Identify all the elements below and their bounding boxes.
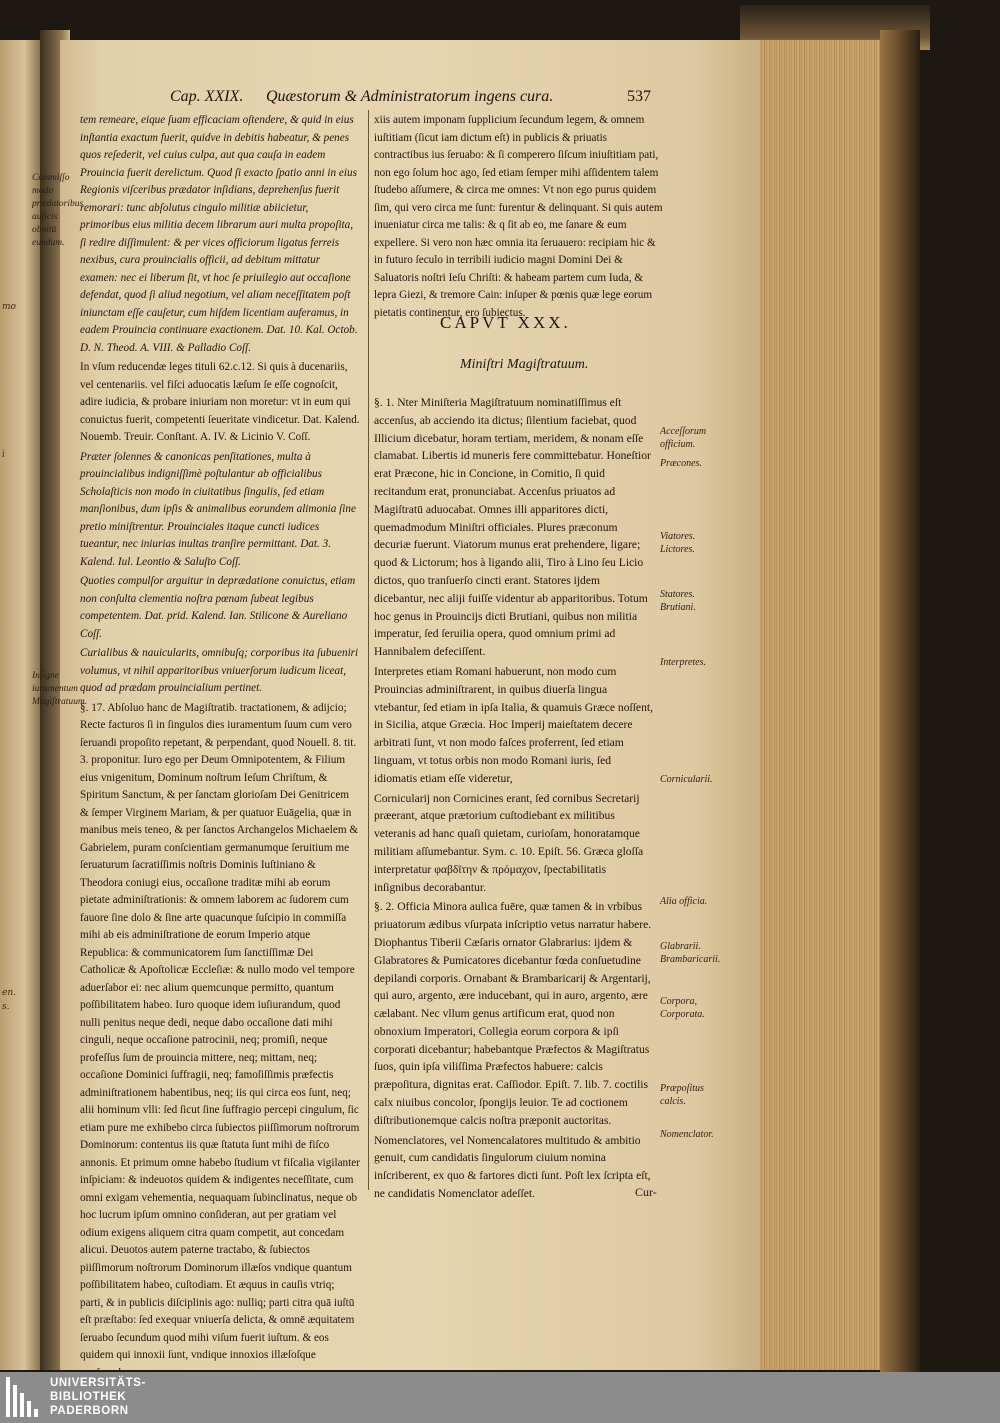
- left-paragraph: Curialibus & nauicularits, omnibuſq; corporibus ita ſubueniri volumus, vt nihil apparitoribus vniuerſorum iudicum liceat, quod ad prædam prouincialium pertinet.: [80, 647, 359, 694]
- margin-note: Alia officia.: [660, 896, 708, 907]
- margin-note: Statores. Brutiani.: [660, 589, 696, 613]
- page-number: 537: [627, 88, 651, 105]
- right-body: [374, 394, 654, 1205]
- library-footer: [0, 1372, 1000, 1423]
- left-page-fragment: mo: [2, 302, 16, 312]
- column-divider: [368, 110, 369, 1190]
- margin-note: Viatores. Lictores.: [660, 531, 696, 555]
- left-page-fragment: s.: [2, 1002, 10, 1012]
- chapter-label: Cap. XXIX.: [170, 88, 244, 105]
- header-title: Quæstorum & Administratorum ingens cura.: [266, 88, 554, 105]
- right-paragraph: Cornicularij non Cornicines erant, ſed cornibus Secretarij præerant, atque prætorium cuſtodiebant ex militibus veteranis ad hanc quaſi quietam, curioſam, honoratamque militiam aſſumebantur. Sym. c. 10. Epiſt. 56. Græca gloſſa interpretatur φαβδῖτην & πρόμαχον, ſpectabilitatis inſignibus decorabantur.: [374, 791, 644, 894]
- library-name-line: PADERBORN: [50, 1405, 129, 1417]
- library-name-line: BIBLIOTHEK: [50, 1391, 127, 1403]
- margin-note: Interpretes.: [660, 657, 707, 668]
- library-logo-icon: [6, 1377, 40, 1417]
- margin-note: Præcones.: [660, 458, 702, 469]
- left-page-fragment: i: [2, 450, 5, 460]
- library-name-line: UNIVERSITÄTS-: [50, 1377, 146, 1389]
- left-paragraph: §. 17. Abſoluo hanc de Magiſtratib. tractationem, & adijcio; Recte facturos ſi in ſingulos dies iuramentum ſuum cum vero ſeruandi propoſito repetant, & perpendant, quod Nouell. 8. tit. 3. proponitur. Iuro ego per Deum Omnipotentem, & Filium eius vnigenitum, Dominum noſtrum Ieſum Chriſtum, & Spiritum Sanctum, & per ſanctam glorioſam Dei Genitricem & ſemper Virginem Mariam, & per quatuor Euāgelia, quæ in manibus meis teneo, & per ſanctos Archangelos Michaelem & Gabrielem, puram conſcientiam germanumque ſeruitium me ſeruaturum ſacratiſſimis noſtris Dominis Iuſtiniano & Theodora coniugi eius, occaſione traditæ mihi ab eorum pietate adminiſtrationis: & omnem laborem ac ſudorem cum fauore ſine dolo & ſine arte quacunque ſuſcipio in commiſſa mihi ab eis adminiſtratione de eorum Imperio atque Republica: & communicatorem ſum ſanctiſſimæ Dei Catholicæ & Apoſtolicæ Eccleſiæ: & nullo modo vel tempore aduerſabor ei: nec alium quemcunque permitto, quantum poſſibilitatem habeo. Iuro quoque idem iuſiurandum, quod nulli penitus neque dedi, neque dabo occaſione dati mihi cinguli, neque occaſione patrocinii, neq; promiſi, neque profeſſus ſum de prouincia mittere, neq; mittam, neq; occaſione Dominici ſuffragii, neq; famoſiſſimis præfectis adminiſtrationem habentibus, neq; iis qui circa eos ſunt, neq; alii hominum vlli: ſed ſicut ſine ſuffragio percepi cingulum, ſic etiam pure me exhibebo circa ſubiectos piiſſimorum noſtrorum Dominorum: contentus iis quæ ſtatuta ſunt mihi de fiſco annonis. Et primum omne habebo ſtudium vt fiſcalia vigilanter inſpiciam: & indeuotos quidem & indigentes neceſſitate, cum omni exigam vehementia, nequaquam ſubinclinatus, neque ob hoc lucrum ipſum omnino conſideran, aut per gratiam vel odium exigens aliquem citra quam competit, aut concedam alicui. Deuotos autem paterne tractabo, & ſubiectos piiſſimorum noſtrorum Dominorum illæſos vndique quantum poſſibilitatem habeo, cuſtodiam. Et æquus in cauſis vtriq; parti, & in publicis diſciplinis ago: nulliq; parti citra quā iuſtū eſt præſtabo: ſed exequar vniuerſa delicta, & omnē æquitatem ſeruabo ſecundum quod mihi viſum fuerit iuſtum. & eos quidem qui innoxii ſunt, vndique innoxios illæſoſque: [80, 701, 360, 1361]
- margin-note: Glabrarii. Brambaricarii.: [660, 941, 721, 965]
- margin-note: Corpora, Corporata.: [660, 996, 705, 1020]
- right-paragraph: §. 1. Nter Miniſteria Magiſtratuum nominatiſſimus eſt accenſus, ab acciendo ita dictus; ſilentium faciebat, quod Illicium dicebatur, horam tertiam, meridem, & nonam eſſe clamabat. Libertis id muneris fere committebatur. Honeſtior erat Præcone, hic in Concione, in Comitio, ſi quid recitandum erat, pronunciabat. Accenſus priuatos ad Magiſtratū aduocabat. Omnes illi apparitores dicti, quemadmodum Miniſtri officiales. Plures præconum decuriæ fuerunt. Viatorum munus erat prehendere, ligare; quod & Lictorum; hos à ligando alii, Tiro à Lino ſeu Licio dictos, quo tranſuerſo cincti erant. Statores ijdem dicebantur, nec aliji fuiſſe videntur ab apparitoribus. Totum hoc genus in Prouincijs dicti Brutiani, quibus non militia imperatur, ſed ſeruilia opera, quod omnium primi ad Hannibalem defeciſſent.: [374, 396, 651, 659]
- section-subheading: Miniſtri Magiſtratuum.: [460, 357, 589, 372]
- right-paragraph: Nomenclatores, vel Nomencalatores multitudo & ambitio genuit, cum candidatis ſingulorum ciuium nomina inſcriberent, ex quo & fartores dicti ſunt. Poſt lex ſcripta eſt, ne candidatis Nomenclator adeſſet.: [374, 1133, 651, 1201]
- library-name: [50, 1376, 146, 1418]
- page-edges: [760, 40, 895, 1370]
- margin-note: Nomenclator.: [660, 1129, 714, 1140]
- chapter-heading: CAPVT XXX.: [440, 313, 571, 332]
- running-header: [170, 88, 660, 114]
- margin-note: Cornicularii.: [660, 774, 713, 785]
- left-page-fragment: en.: [2, 988, 16, 998]
- margin-note: Commiſſo modo prædatoribus auſicis obnitū eundum.: [32, 173, 84, 248]
- catchword: Cur-: [635, 1185, 657, 1199]
- book-spine-shadow: [880, 30, 920, 1375]
- left-column: [80, 112, 360, 1384]
- margin-note: Acceſſorum officium.: [660, 426, 707, 450]
- left-paragraph: Quoties compulſor arguitur in deprædatione conuictus, etiam non conſulta clementia noſtra pœnam ſubeat legibus competentem. Dat. prid. Kalend. Ian. Stilicone & Aureliano Coſſ.: [80, 575, 356, 640]
- left-paragraph: In vſum reducendæ leges tituli 62.c.12. Si quis à ducenariis, vel centenariis. vel fiſci aduocatis læſum ſe eſſe cognoſcit, adire iudicia, & probare iniuriam non moretur: vt in eum qui conuictus fuerit, competenti ſeueritate vindicetur. Dat. Kalend. Nouemb. Treuir. Conſtant. A. IV. & Licinio V. Coſſ.: [80, 361, 360, 443]
- right-paragraph: Interpretes etiam Romani habuerunt, non modo cum Prouincias adminiſtrarent, in quibus diuerſa lingua vtebantur, ſed etiam in ipſa Italia, & quamuis Græce noſſent, in Sicilia, atque Græcia. Hoc Imperij maieſtatem decere arbitrati ſunt, vt non modo faſces proferrent, ſed etiam linguam, vt totus orbis non modo Romani iuris, ſed idiomatis etiam eſſe videretur,: [374, 664, 653, 785]
- right-top-paragraph: xiis autem imponam ſupplicium ſecundum legem, & omnem iuſtitiam (ſicut iam dictum eſt) in publicis & priuatis contractibus ius ſeruabo: & ſi comperero ſiſcum iniuſtitiam pati, non ego ſolum hoc ago, ſed etiam ſemper mihi aſſidentem talem ſtudebo aſſumere, & circa me omnes: Vt non ego purus quidem ſim, qui vero circa me ſunt: furentur & delinquant. Si quis autem inueniatur circa me talis: & q ſit ab eo, me ſanare & eum expellere. Si vero non hæc omnia ita ſeruauero: recipiam hic & in futuro ſeculo in terribili iudicio magni Domini Dei & Saluatoris noſtri Ieſu Chriſti: & habeam partem cum Iuda, & lepra Giezi, & tremore Cain: inſuper & pœnis quæ lege eorum pietatis continentur, ero ſubiectus.: [374, 114, 663, 319]
- margin-note: Inſigne iuramentum Magiſtratuum.: [32, 671, 88, 707]
- left-paragraph: tem remeare, eique ſuam efficaciam oſtendere, & quid in eius inſtantia exactum fuerit, quidve in debitis habeatur, & penes quos reſederit, vel cuius culpa, aut qua cauſa in eadem Prouincia fuerit derelictum. Quod ſi exacto ſpatio anni in eius Regionis viſceribus prædator inſidians, deprehenſus fuerit remorari: tunc abſolutus cingulo militiæ abiicietur, primoribus eius militia decem librarum auri multa propoſita, ſi redire diſſimulent: & per vices officiorum ligatus ferreis nexibus, cura prouincialis officii, ad debitum mittatur examen: nec ei liberum ſit, vt hoc ſe priuilegio aut occaſione defendat, quod ſi aliud negotium, vel aliam neceſſitatem poſt iniunctam eſſe cauſetur, cum hiſdem licentiam auferamus, in eadem Prouincia continuare exactionem. Dat. 10. Kal. Octob. D. N. Theod. A. VIII. & Palladio Coſſ.: [80, 114, 358, 354]
- right-top-text: [374, 112, 664, 322]
- margin-note: Præpoſitus calcis.: [660, 1083, 704, 1107]
- right-paragraph: §. 2. Officia Minora aulica fuēre, quæ tamen & in vrbibus priuatorum ædibus vſurpata inſcriptio vetus narratur habere. Diophantus Tiberii Cæſaris ornator Glabrarius: ijdem & Glabratores & Pumicatores dicebantur fœda conſuetudine depilandi corporis. Ornabant & Brambaricarij & Argentarij, qui auro, argento, ære inducebant, qui in auro, argento, ære cælabant. Nec vllum genus artificum erat, quod non obnoxium Imperatori, Collegia eorum corpora & ipſi corporati dicebantur; habebantque Præfectos & Magiſtratus ſuos, quin ipſa viliſſima Præfectos habuere: calcis præpoſitura, dignitas erat. Caſſiodor. Epiſt. 7. lib. 7. coctilis calx niuibus concolor, ſpongijs leuior. Te ad coctionem diſtributionemque calcis noſtra præponit auctoritas.: [374, 900, 652, 1127]
- left-paragraph: Præter ſolennes & canonicas penſitationes, multa à prouincialibus indigniſſimè poſtulantur ab officialibus Scholaſticis non modo in ciuitatibus ſingulis, ſed etiam manſionibus, dum ipſis & animalibus eorundem alimonia ſine pretio miniſtrentur. Prouinciales itaque cuncti iudices tueantur, nec iniurias inultas tranſire permittant. Dat. 3. Kalend. Iul. Leontio & Saluſto Coſſ.: [80, 450, 356, 568]
